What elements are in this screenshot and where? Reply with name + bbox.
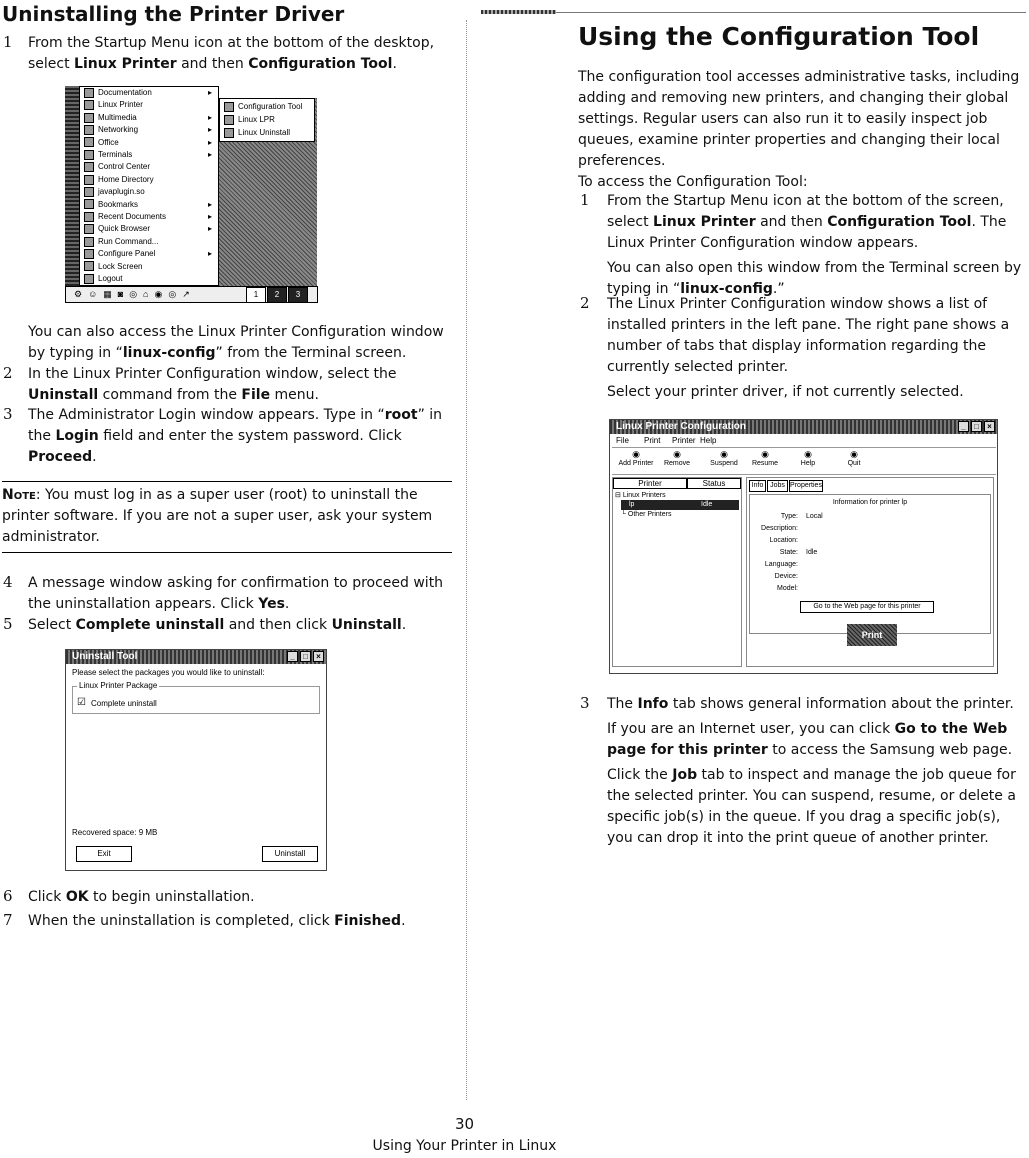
column-divider <box>466 20 467 1100</box>
menu-help[interactable]: Help <box>700 436 717 445</box>
printer-list-pane <box>612 477 742 667</box>
menu-item-icon <box>84 88 94 98</box>
step1-text <box>28 33 458 75</box>
tree-root-linux-printers[interactable]: ⊟ Linux Printers <box>615 492 666 499</box>
menu-item-label: Run Command... <box>98 236 159 246</box>
menu-item-icon <box>84 224 94 234</box>
start-menu-item[interactable] <box>80 99 218 111</box>
step-number: 7 <box>3 911 13 929</box>
menu-item-label: Recent Documents <box>98 212 167 221</box>
tool-label: Quit <box>847 460 861 467</box>
menu-item-label: Logout <box>98 274 123 283</box>
info-panel <box>749 494 991 634</box>
submenu-arrow-icon: ▸ <box>207 249 212 259</box>
note-box <box>2 485 457 548</box>
maximize-button[interactable]: □ <box>971 421 982 432</box>
start-menu-item[interactable] <box>80 161 218 173</box>
text-line: page for this printer to access the Samsung web page. <box>607 742 1013 758</box>
taskbar <box>65 286 318 303</box>
menu-item-label: Linux Printer <box>98 100 143 110</box>
submenu-arrow-icon: ▸ <box>207 125 212 135</box>
tool-label: Remove <box>663 460 691 467</box>
menu-item-label: Quick Browser <box>98 224 151 234</box>
text-line: you can drop it into the print queue of another printer. <box>607 830 989 846</box>
text-line: Click OK to begin uninstallation. <box>28 889 255 905</box>
printer-info-pane <box>746 477 994 667</box>
tool-icon: ◉ <box>761 449 769 459</box>
step3-text <box>28 405 458 468</box>
text-line: select Linux Printer and then Configuration Tool. The <box>607 214 1007 230</box>
field-key: Language: <box>764 561 798 568</box>
step-number: 3 <box>3 405 13 423</box>
submenu-item-label: Configuration Tool <box>238 102 303 111</box>
menu-item-label: Documentation <box>98 88 152 97</box>
text-line: preferences. <box>578 153 666 169</box>
menu-item-icon <box>84 249 94 259</box>
step-number: 5 <box>3 615 13 633</box>
add-printer-button[interactable] <box>616 449 656 467</box>
go-to-web-page-button[interactable]: Go to the Web page for this printer <box>800 601 934 613</box>
menu-item-label: javaplugin.so <box>98 187 145 197</box>
tool-label: Suspend <box>710 460 738 467</box>
left-title: Uninstalling the Printer Driver <box>2 2 345 26</box>
window-title: Linux Printer Configuration <box>616 421 746 432</box>
menu-item-label: Terminals <box>98 150 133 159</box>
tab-info[interactable]: Info <box>749 480 766 492</box>
printer-icon <box>224 128 234 138</box>
text-line: If you are an Internet user, you can click Go to the Web <box>607 721 1008 737</box>
right-step2-text <box>607 294 1027 403</box>
toolbar <box>612 447 996 475</box>
printer-icon <box>224 102 234 112</box>
text-line: adding and removing new printers, and changing their global <box>578 90 1009 106</box>
tab-jobs[interactable]: Jobs <box>767 480 788 492</box>
page-number: 30 <box>454 1115 475 1133</box>
text-line: the uninstallation appears. Click Yes. <box>28 596 290 612</box>
start-menu-item[interactable] <box>80 261 218 273</box>
menu-item-label: Office <box>98 137 119 147</box>
text-line: printer software. If you are not a super user, ask your system <box>2 508 433 524</box>
step-number: 1 <box>580 191 590 209</box>
menu-item-icon <box>84 199 94 209</box>
window-title-bar <box>610 420 997 434</box>
minimize-button[interactable]: _ <box>958 421 969 432</box>
step7-text <box>28 911 458 932</box>
text-line: currently selected printer. <box>607 359 789 375</box>
menu-print[interactable]: Print <box>644 436 661 445</box>
note-bottom-rule <box>2 552 452 553</box>
field-key: State: <box>779 549 798 556</box>
start-menu-item[interactable] <box>80 174 218 186</box>
print-logo: Print <box>847 624 897 646</box>
text-line: The Linux Printer Configuration window shows a list of <box>607 296 988 312</box>
menu-item-icon <box>84 100 94 110</box>
submenu-arrow-icon: ▸ <box>207 224 212 234</box>
taskbar-icons: ⚙☺▦◙◎⌂◉◎↗ <box>74 289 196 299</box>
text-line: Select your printer driver, if not currently selected. <box>607 384 964 400</box>
start-menu-item[interactable] <box>80 223 218 235</box>
text-line: The configuration tool accesses administrative tasks, including <box>578 69 1020 85</box>
menu-item-icon <box>84 125 94 135</box>
step-number: 2 <box>3 364 13 382</box>
tab-properties[interactable]: Properties <box>789 480 823 492</box>
text-line: Proceed. <box>28 449 97 465</box>
step4-text <box>28 573 458 615</box>
header-decoration <box>481 10 556 14</box>
uninstall-button[interactable]: Uninstall <box>262 846 318 862</box>
text-line: queues, examine printer properties and changing their local <box>578 132 1000 148</box>
recovered-space: Recovered space: 9 MB <box>72 828 158 837</box>
submenu-arrow-icon: ▸ <box>207 199 212 209</box>
printer-row-lp[interactable]: lp Idle <box>621 500 739 510</box>
submenu-arrow-icon: ▸ <box>207 112 212 122</box>
field-key: Device: <box>774 573 798 580</box>
text-line: The Administrator Login window appears. Type in “root” in <box>28 407 443 423</box>
alt-access-text <box>28 322 458 364</box>
tool-icon: ◉ <box>632 449 640 459</box>
text-line: The Info tab shows general information about the printer. <box>607 696 1014 712</box>
header-rule <box>556 12 1026 13</box>
maximize-button[interactable]: □ <box>300 651 311 662</box>
field-key: Description: <box>761 525 798 532</box>
menu-item-icon <box>84 150 94 160</box>
text-line: From the Startup Menu icon at the bottom of the desktop, <box>28 35 435 51</box>
complete-uninstall-label: Complete uninstall <box>91 699 157 708</box>
access-intro: To access the Configuration Tool: <box>578 174 808 190</box>
field-key: Model: <box>776 585 798 592</box>
menu-item-icon <box>84 261 94 271</box>
menu-item-icon <box>84 274 94 284</box>
step-number: 1 <box>3 33 13 51</box>
tool-label: Resume <box>751 460 779 467</box>
start-menu-item[interactable] <box>80 137 218 149</box>
right-title: Using the Configuration Tool <box>578 22 980 51</box>
step-number: 4 <box>3 573 13 591</box>
start-menu <box>79 86 219 286</box>
menu-printer[interactable]: Printer <box>672 436 696 445</box>
text-line: Select Complete uninstall and then click Uninstall. <box>28 617 407 633</box>
text-line: by typing in “linux-config” from the Terminal screen. <box>28 345 407 361</box>
start-menu-screenshot <box>65 86 318 303</box>
field-key: Type: <box>780 513 798 520</box>
menu-item-label: Lock Screen <box>98 261 143 271</box>
text-line: installed printers in the left pane. The right pane shows a <box>607 317 1010 333</box>
text-line: select Linux Printer and then Configuration Tool. <box>28 56 397 72</box>
submenu-arrow-icon: ▸ <box>207 212 212 221</box>
step6-text <box>28 887 458 908</box>
quit-button[interactable] <box>834 449 874 467</box>
menu-file[interactable]: File <box>616 436 629 445</box>
step-number: 3 <box>580 694 590 712</box>
submenu-arrow-icon: ▸ <box>207 88 212 97</box>
footer-caption: Using Your Printer in Linux <box>372 1138 557 1154</box>
text-line: When the uninstallation is completed, click Finished. <box>28 913 406 929</box>
intro-paragraph <box>578 67 1026 172</box>
text-line: settings. Regular users can also run it to easily inspect job <box>578 111 988 127</box>
desktop-3-button[interactable]: 3 <box>288 287 308 303</box>
tool-label: Add Printer <box>618 460 654 467</box>
text-line: From the Startup Menu icon at the bottom of the screen, <box>607 193 1004 209</box>
help-button[interactable] <box>788 449 828 467</box>
complete-uninstall-checkbox[interactable]: ☑ <box>77 697 86 708</box>
close-button[interactable]: × <box>313 651 324 662</box>
menu-item-icon <box>84 187 94 197</box>
submenu-item[interactable] <box>220 101 314 113</box>
desktop-2-button[interactable]: 2 <box>267 287 287 303</box>
submenu-item-label: Linux LPR <box>238 115 275 124</box>
linux-printer-configuration-window <box>609 419 998 674</box>
text-line: A message window asking for confirmation to proceed with <box>28 575 444 591</box>
tool-icon: ◉ <box>720 449 728 459</box>
tool-icon: ◉ <box>850 449 858 459</box>
menu-item-label: Bookmarks <box>98 199 139 209</box>
field-value: Idle <box>806 549 818 556</box>
field-value: Local <box>806 513 823 520</box>
text-line: Click the Job tab to inspect and manage the job queue for <box>607 767 1016 783</box>
start-menu-item[interactable] <box>80 124 218 136</box>
uninstall-prompt: Please select the packages you would like to uninstall: <box>72 668 265 677</box>
submenu-arrow-icon: ▸ <box>207 137 212 147</box>
submenu-item[interactable] <box>220 114 314 126</box>
text-line: Note: You must log in as a super user (root) to uninstall the <box>2 487 418 503</box>
start-menu-item[interactable] <box>80 236 218 248</box>
close-button[interactable]: × <box>984 421 995 432</box>
start-menu-item[interactable] <box>80 199 218 211</box>
submenu-arrow-icon: ▸ <box>207 150 212 159</box>
submenu-item-label: Linux Uninstall <box>238 128 291 137</box>
menu-item-icon <box>84 237 94 247</box>
exit-button[interactable]: Exit <box>76 846 132 862</box>
step5-text <box>28 615 458 636</box>
suspend-button[interactable] <box>704 449 744 467</box>
menu-item-icon <box>84 162 94 172</box>
text-line: Linux Printer Configuration window appears. <box>607 235 919 251</box>
column-status[interactable]: Status <box>687 478 741 489</box>
menu-item-label: Control Center <box>98 162 151 172</box>
menu-item-label: Home Directory <box>98 174 154 184</box>
tool-label: Help <box>800 460 816 467</box>
info-tabs <box>749 480 989 492</box>
start-menu-item[interactable] <box>80 149 218 161</box>
start-menu-item[interactable] <box>80 87 218 99</box>
menu-item-icon <box>84 212 94 222</box>
menu-item-label: Networking <box>98 125 139 135</box>
menu-side-banner <box>65 86 79 286</box>
start-menu-item[interactable] <box>80 186 218 198</box>
start-menu-item[interactable] <box>80 273 218 285</box>
start-menu-item[interactable] <box>80 248 218 260</box>
desktop-1-button[interactable]: 1 <box>246 287 266 303</box>
note-top-rule <box>2 481 452 482</box>
submenu-item[interactable] <box>220 127 314 139</box>
minimize-button[interactable]: _ <box>287 651 298 662</box>
text-line: typing in “linux-config.” <box>607 281 785 297</box>
window-title: Uninstall Tool <box>72 651 138 662</box>
info-heading: Information for printer lp <box>832 499 908 506</box>
note-label: Note <box>2 487 36 503</box>
printer-icon <box>224 115 234 125</box>
step-number: 6 <box>3 887 13 905</box>
text-line: You can also access the Linux Printer Configuration window <box>28 324 444 340</box>
tree-other-printers[interactable]: └ Other Printers <box>621 511 672 518</box>
text-line: In the Linux Printer Configuration window, select the <box>28 366 397 382</box>
menu-item-icon <box>84 137 94 147</box>
menu-item-icon <box>84 113 94 123</box>
right-step3-text <box>607 694 1027 849</box>
menu-item-label: Multimedia <box>98 112 137 122</box>
text-line: You can also open this window from the Terminal screen by <box>607 260 1022 276</box>
text-line: the Login field and enter the system password. Click <box>28 428 402 444</box>
field-key: Location: <box>769 537 798 544</box>
uninstall-tool-window <box>65 649 327 871</box>
linux-printer-submenu <box>219 98 315 142</box>
text-line: specific job(s) in the queue. If you drag a specific job(s), <box>607 809 1001 825</box>
column-printer[interactable]: Printer <box>613 478 687 489</box>
step-number: 2 <box>580 294 590 312</box>
text-line: the selected printer. You can suspend, resume, or delete a <box>607 788 1016 804</box>
menu-item-icon <box>84 175 94 185</box>
start-menu-item[interactable] <box>80 211 218 223</box>
text-line: Uninstall command from the File menu. <box>28 387 319 403</box>
window-title-bar <box>66 650 326 664</box>
start-menu-item[interactable] <box>80 112 218 124</box>
package-group <box>72 681 320 714</box>
group-label: Linux Printer Package <box>79 681 158 690</box>
tool-icon: ◉ <box>804 449 812 459</box>
right-step1-text <box>607 191 1027 300</box>
text-line: number of tabs that display information regarding the <box>607 338 987 354</box>
step2-text <box>28 364 458 406</box>
menu-item-label: Configure Panel <box>98 249 156 259</box>
text-line: administrator. <box>2 529 100 545</box>
menu-bar <box>612 435 992 447</box>
resume-button[interactable] <box>745 449 785 467</box>
tool-icon: ◉ <box>673 449 681 459</box>
remove-button[interactable] <box>657 449 697 467</box>
